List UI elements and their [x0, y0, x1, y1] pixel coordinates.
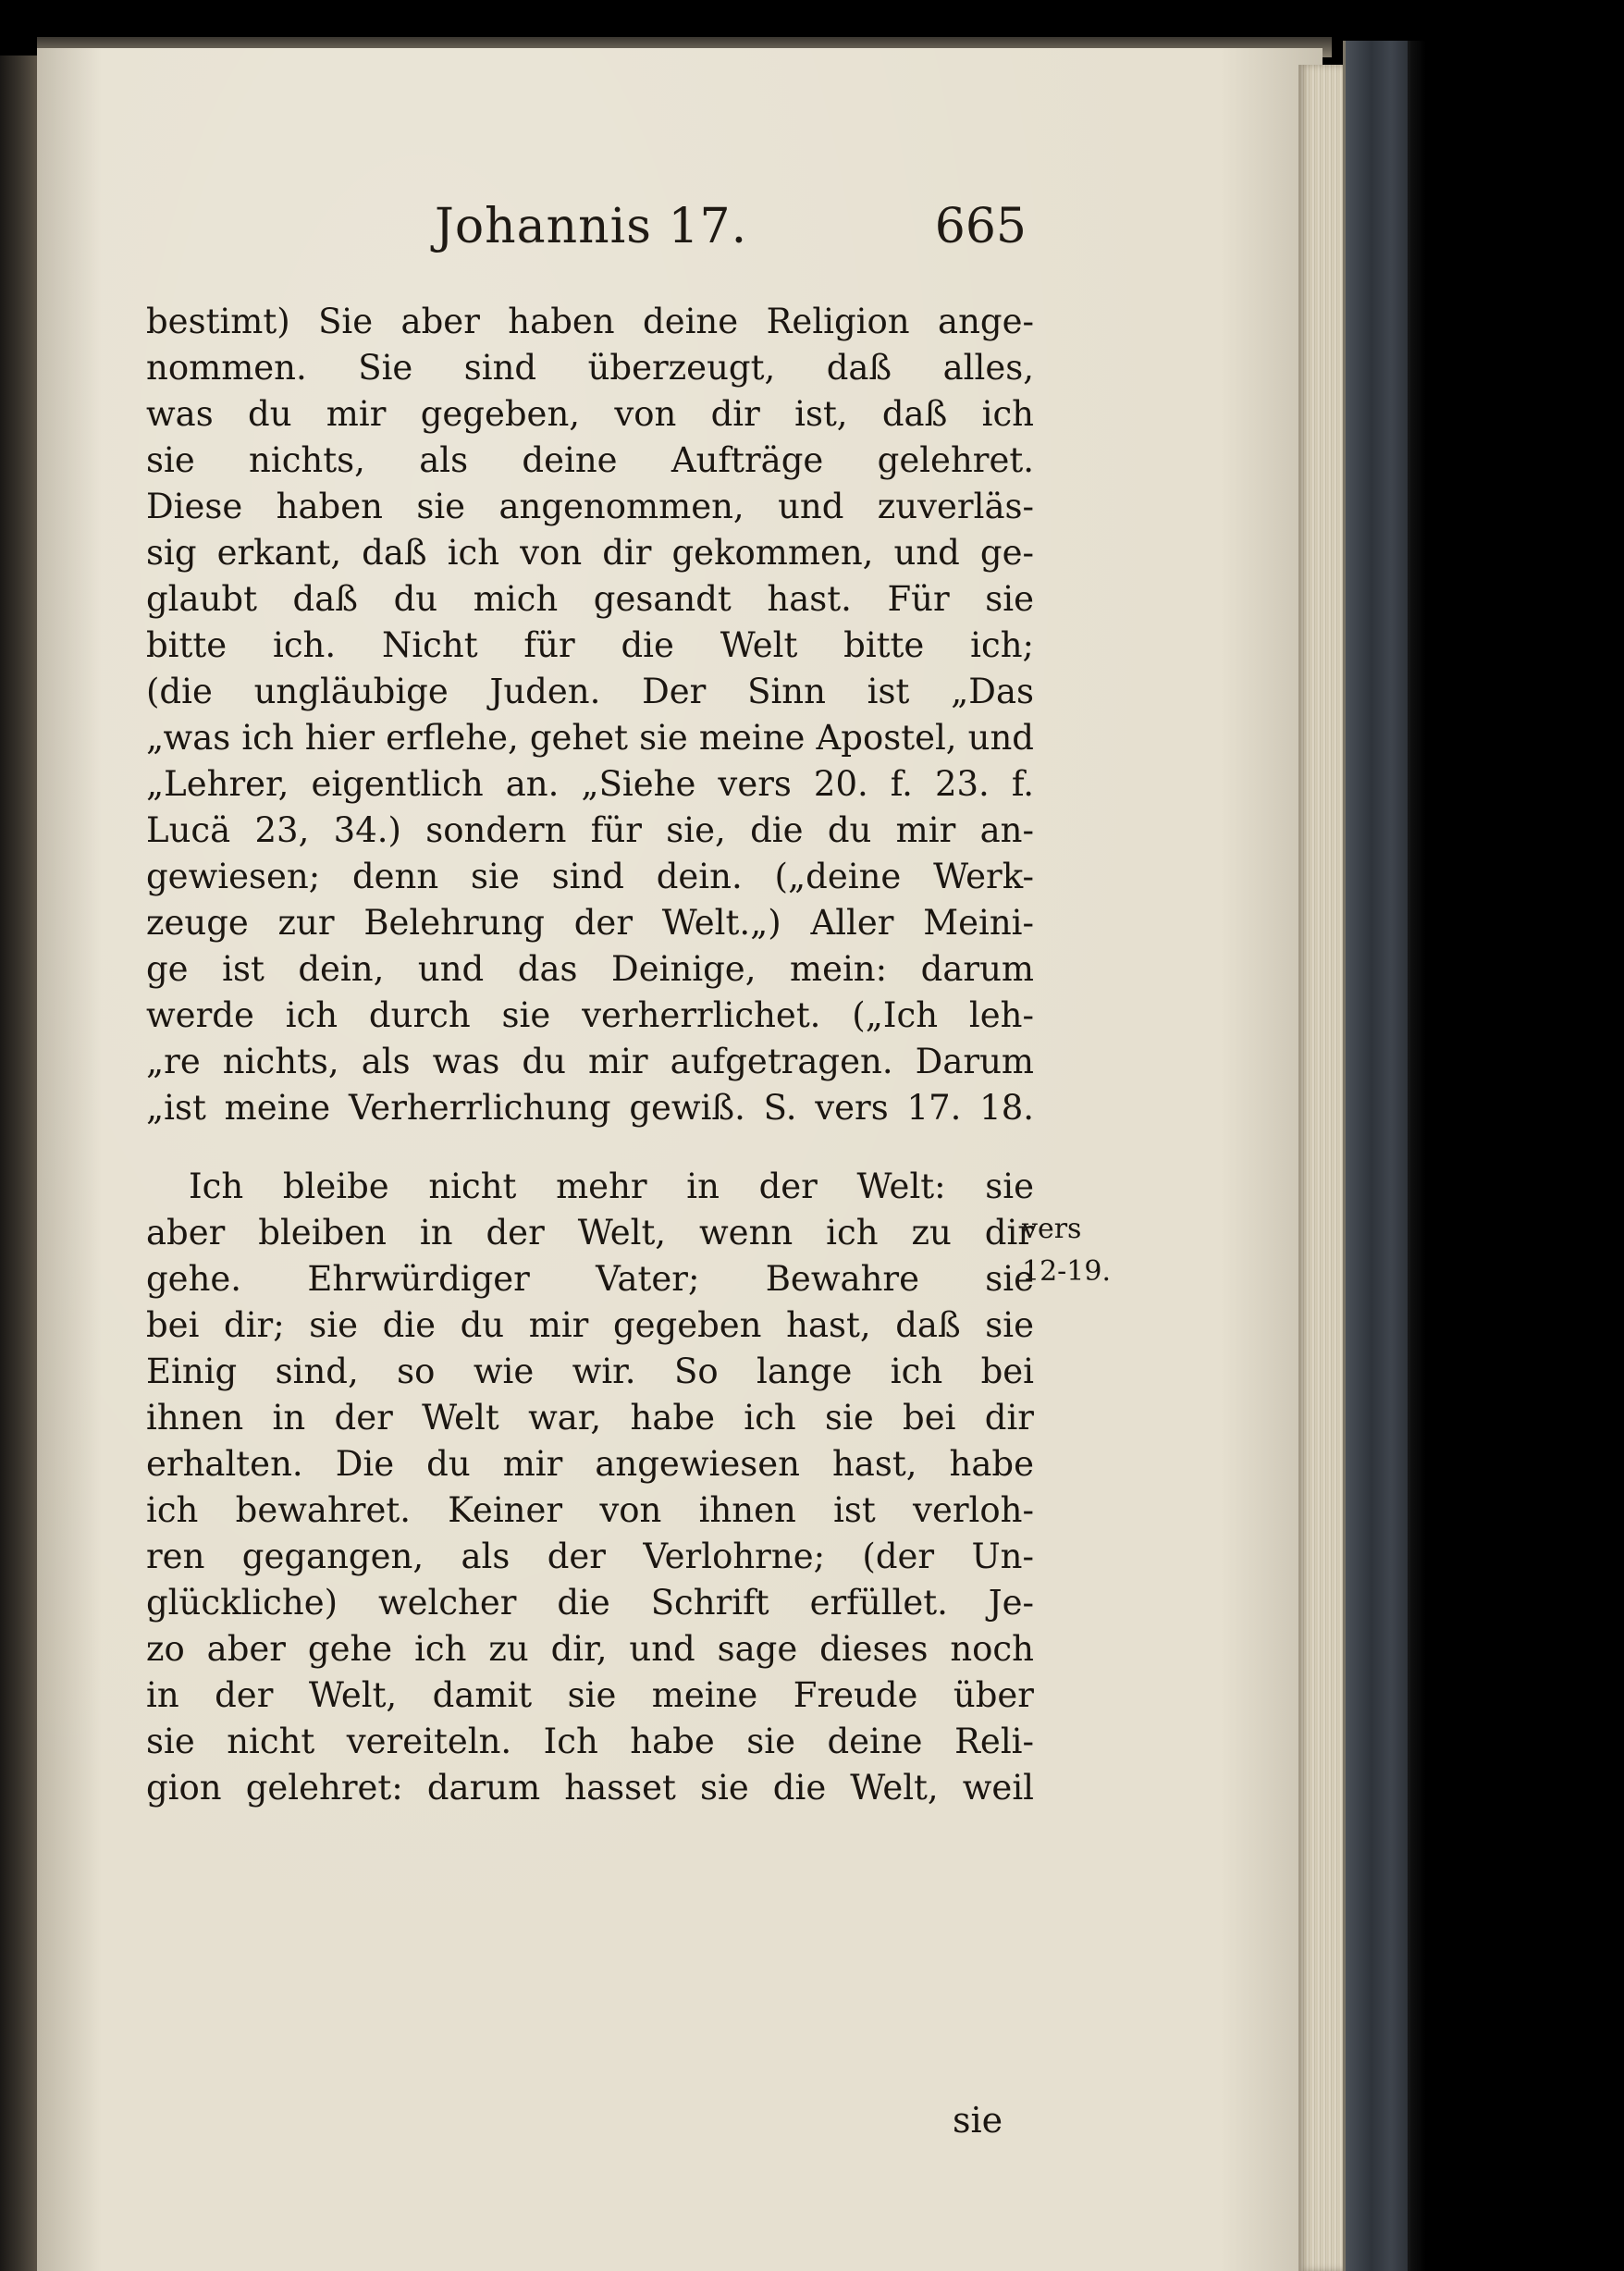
- text-line: „re nichts, als was du mir aufgetragen. Darum: [146, 1042, 1034, 1081]
- text-line: ren gegangen, als der Verlohrne; (der Un-: [146, 1537, 1034, 1576]
- text-line: glaubt daß du mich gesandt hast. Für sie: [146, 579, 1034, 619]
- text-line: gion gelehret: darum hasset sie die Welt, weil: [146, 1768, 1034, 1808]
- margin-note: [1022, 1208, 1112, 1293]
- margin-note-line: vers: [1022, 1213, 1082, 1245]
- text-line: glückliche) welcher die Schrift erfüllet. Je-: [146, 1583, 1034, 1623]
- cover-shadow: [1408, 41, 1426, 2271]
- text-line: gehe. Ehrwürdiger Vater; Bewahre sie: [146, 1259, 1034, 1299]
- text-line: ihnen in der Welt war, habe ich sie bei dir: [146, 1398, 1034, 1438]
- body-text: [146, 299, 1034, 1811]
- page-number: 665: [934, 199, 1027, 254]
- text-line: (die ungläubige Juden. Der Sinn ist „Das: [146, 672, 1034, 711]
- text-line: bestimt) Sie aber haben deine Religion ange-: [146, 302, 1034, 341]
- paragraph-1: [146, 299, 1034, 1131]
- page-stack-edges: [1298, 65, 1343, 2271]
- text-line: aber bleiben in der Welt, wenn ich zu dir: [146, 1213, 1034, 1253]
- text-line: „Lehrer, eigentlich an. „Siehe vers 20. f. 23. f.: [146, 764, 1034, 804]
- paragraph-2: [146, 1164, 1034, 1811]
- text-line: sie nichts, als deine Aufträge gelehret.: [146, 440, 1034, 480]
- margin-note-line: 12-19.: [1022, 1255, 1112, 1288]
- text-line: werde ich durch sie verherrlichet. („Ich leh-: [146, 995, 1034, 1035]
- text-line: zeuge zur Belehrung der Welt.„) Aller Meini-: [146, 903, 1034, 943]
- text-line: nommen. Sie sind überzeugt, daß alles,: [146, 348, 1034, 388]
- book-cover: [1343, 41, 1410, 2271]
- text-line: „was ich hier erflehe, gehet sie meine Apostel, und: [146, 718, 1034, 758]
- text-line: in der Welt, damit sie meine Freude über: [146, 1675, 1034, 1715]
- previous-page-edge: [0, 56, 37, 2271]
- text-line: bitte ich. Nicht für die Welt bitte ich;: [146, 625, 1034, 665]
- running-head: Johannis 17.: [435, 199, 748, 254]
- text-line: erhalten. Die du mir angewiesen hast, habe: [146, 1444, 1034, 1484]
- text-line: was du mir gegeben, von dir ist, daß ich: [146, 394, 1034, 434]
- text-line: sig erkant, daß ich von dir gekommen, und ge-: [146, 533, 1034, 573]
- text-line: ich bewahret. Keiner von ihnen ist verloh-: [146, 1490, 1034, 1530]
- page-header: [435, 199, 1027, 273]
- text-line: „ist meine Verherrlichung gewiß. S. vers 17. 18.: [146, 1088, 1034, 1128]
- text-line: Einig sind, so wie wir. So lange ich bei: [146, 1351, 1034, 1391]
- text-line: Lucä 23, 34.) sondern für sie, die du mir an-: [146, 810, 1034, 850]
- text-line: Diese haben sie angenommen, und zuverläs-: [146, 487, 1034, 526]
- catchword: sie: [953, 2100, 1003, 2141]
- text-line: gewiesen; denn sie sind dein. („deine Werk-: [146, 857, 1034, 896]
- text-line: bei dir; sie die du mir gegeben hast, daß sie: [146, 1305, 1034, 1345]
- text-line: sie nicht vereiteln. Ich habe sie deine Reli-: [146, 1722, 1034, 1761]
- text-line: ge ist dein, und das Deinige, mein: darum: [146, 949, 1034, 989]
- text-line: Ich bleibe nicht mehr in der Welt: sie: [189, 1166, 1034, 1206]
- text-line: zo aber gehe ich zu dir, und sage dieses noch: [146, 1629, 1034, 1669]
